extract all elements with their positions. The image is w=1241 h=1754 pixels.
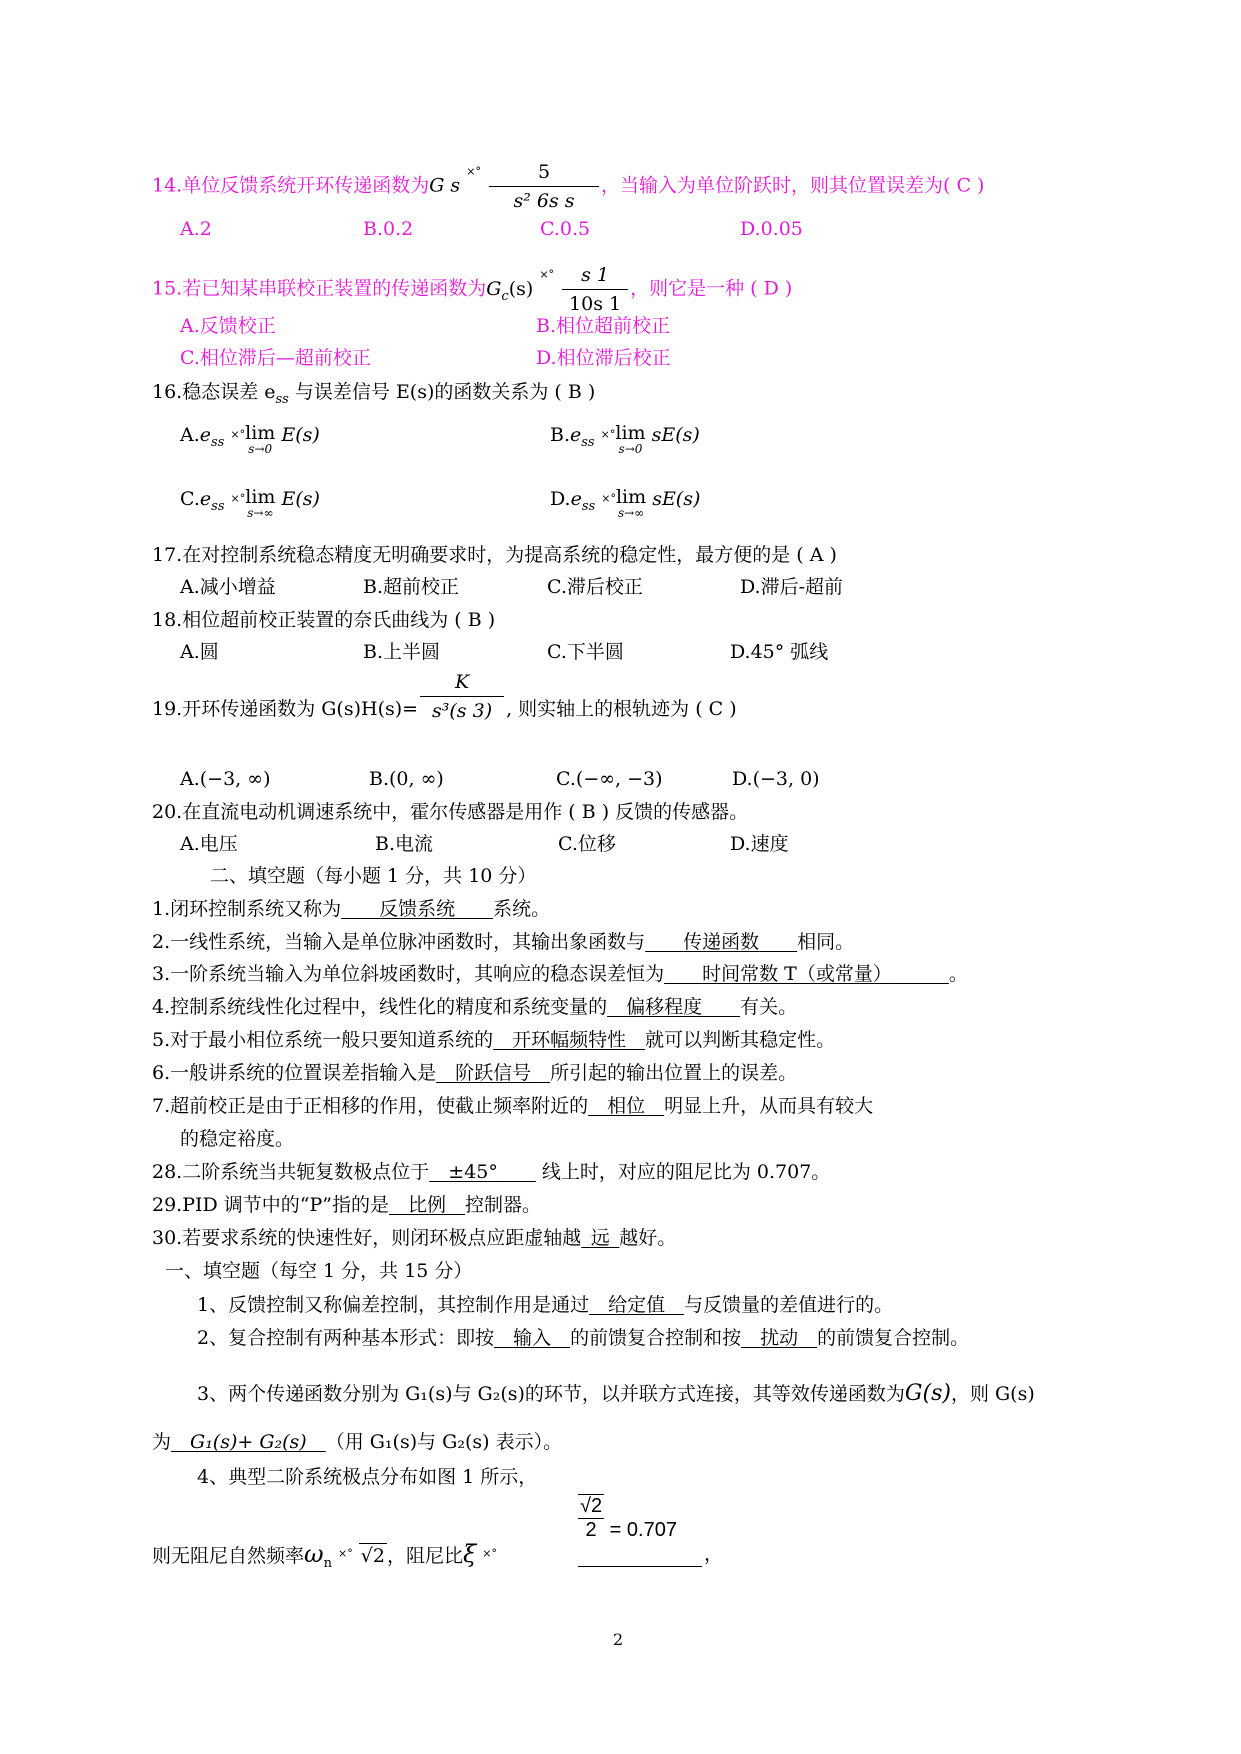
q19-opt-c: C.(−∞, −3) bbox=[556, 768, 663, 790]
q20-opt-c: C.位移 bbox=[558, 833, 616, 855]
p4-xi-value: $\frac{√2}{2}$ = 0.707 bbox=[580, 1495, 677, 1542]
q16-opt-b: $B.e_{ss}$ ×°lim s→0 sE(s) bbox=[550, 422, 700, 456]
q14-opt-d: D.0.05 bbox=[740, 218, 803, 240]
q19-fraction bbox=[420, 670, 504, 723]
p3-cont: 为 G₁(s)+ G₂(s) （用 G₁(s)与 G₂(s) 表示）。 bbox=[152, 1431, 563, 1453]
q14-opt-a: A.2 bbox=[180, 218, 212, 240]
q19-line bbox=[152, 670, 737, 723]
p4-post: ， bbox=[704, 1543, 724, 1565]
q14-after: ，当输入为单位阶跃时，则其位置误差为( C ) bbox=[601, 174, 985, 197]
fill-28: 28.二阶系统当共轭复数极点位于 ±45° 线上时，对应的阻尼比为 0.707。 bbox=[152, 1161, 831, 1183]
p4: 4、典型二阶系统极点分布如图 1 所示， bbox=[197, 1466, 538, 1488]
q15-fraction bbox=[562, 263, 628, 316]
fill-4: 4.控制系统线性化过程中，线性化的精度和系统变量的 偏移程度 有关。 bbox=[152, 996, 798, 1018]
q15-opt-c: C.相位滞后—超前校正 bbox=[180, 347, 371, 369]
q18-opt-a: A.圆 bbox=[180, 641, 219, 663]
q19-opt-b: B.(0, ∞) bbox=[369, 768, 444, 790]
page-number: 2 bbox=[613, 1630, 624, 1649]
q19-after: , 则实轴上的根轨迹为 ( C ) bbox=[506, 698, 737, 720]
q15-after: ，则它是一种 ( D ) bbox=[630, 277, 793, 300]
q19-text: 19.开环传递函数为 G(s)H(s)= bbox=[152, 698, 419, 720]
q15-arg: (s) bbox=[508, 277, 534, 300]
q14-fraction bbox=[489, 160, 599, 213]
q16-opt-a: $A.e_{ss}$ ×°lim s→0 E(s) bbox=[180, 422, 320, 456]
q17-text: 17.在对控制系统稳态精度无明确要求时，为提高系统的稳定性，最方便的是 ( A ) bbox=[152, 544, 837, 566]
q19-den: s³(s 3) bbox=[420, 696, 504, 723]
q17-opt-a: A.减小增益 bbox=[180, 576, 276, 598]
fill-1: 1.闭环控制系统又称为 反馈系统 系统。 bbox=[152, 898, 551, 920]
q19-num: K bbox=[454, 670, 470, 693]
q19-opt-a: A.(−3, ∞) bbox=[180, 768, 271, 790]
q18-opt-c: C.下半圆 bbox=[547, 641, 624, 663]
q17-opt-d: D.滞后-超前 bbox=[740, 576, 844, 598]
q20-text: 20.在直流电动机调速系统中，霍尔传感器是用作 ( B ) 反馈的传感器。 bbox=[152, 801, 749, 823]
q14-text: 14.单位反馈系统开环传递函数为 bbox=[152, 174, 430, 197]
q15-text: 15.若已知某串联校正装置的传递函数为 bbox=[152, 277, 487, 300]
q18-opt-d: D.45° 弧线 bbox=[730, 641, 829, 663]
q14-opt-b: B.0.2 bbox=[363, 218, 414, 240]
fill-3: 3.一阶系统当输入为单位斜坡函数时，其响应的稳态误差恒为 时间常数 T（或常量） 。 bbox=[152, 963, 968, 985]
fill-2: 2.一线性系统，当输入是单位脉冲函数时，其输出象函数与 传递函数 相同。 bbox=[152, 931, 855, 953]
fill-7-cont: 的稳定裕度。 bbox=[180, 1128, 295, 1150]
q16-text2: 与误差信号 E(s)的函数关系为 ( B ) bbox=[288, 381, 596, 403]
q15-opt-a: A.反馈校正 bbox=[180, 315, 276, 337]
q16-text: 16.稳态误差 e bbox=[152, 381, 276, 403]
q15-line: 15.若已知某串联校正装置的传递函数为$G_c(s)$ ×° $\frac{s 1}{10s 1}$ ，则它是一种 ( D ) bbox=[152, 264, 793, 315]
p4-cont: 则无阻尼自然频率$\omega_n$ ×° √2 ，阻尼比ξ ×° bbox=[152, 1540, 497, 1571]
q20-opt-b: B.电流 bbox=[375, 833, 434, 855]
q15-opt-b: B.相位超前校正 bbox=[536, 315, 671, 337]
p1: 1、反馈控制又称偏差控制，其控制作用是通过 给定值 与反馈量的差值进行的。 bbox=[197, 1294, 894, 1316]
fill-30: 30.若要求系统的快速性好，则闭环极点应距虚轴越 远 越好。 bbox=[152, 1227, 677, 1249]
q20-opt-a: A.电压 bbox=[180, 833, 238, 855]
q20-opt-d: D.速度 bbox=[730, 833, 789, 855]
q14-den: s² 6s s bbox=[489, 186, 599, 213]
q15-sub: c bbox=[501, 288, 509, 304]
q18-opt-b: B.上半圆 bbox=[363, 641, 441, 663]
q16-opt-c: $C.e_{ss}$ ×°lim s→∞ E(s) bbox=[180, 486, 320, 520]
q14-line: 14.单位反馈系统开环传递函数为G s ×° $\frac{5}{\text{s² 6s s}}$ ，当输入为单位阶跃时，则其位置误差为( C ) bbox=[152, 161, 985, 212]
q16-sub: ss bbox=[275, 391, 289, 407]
q14-func: G s bbox=[429, 174, 461, 197]
q15-opt-d: D.相位滞后校正 bbox=[536, 347, 671, 369]
q17-opt-c: C.滞后校正 bbox=[547, 576, 643, 598]
fill-5: 5.对于最小相位系统一般只要知道系统的 开环幅频特性 就可以判断其稳定性。 bbox=[152, 1029, 836, 1051]
q18-text: 18.相位超前校正装置的奈氏曲线为 ( B ) bbox=[152, 609, 496, 631]
section2-heading: 二、填空题（每小题 1 分，共 10 分） bbox=[210, 865, 537, 887]
q15-func: G bbox=[486, 277, 502, 300]
fill-7: 7.超前校正是由于正相移的作用，使截止频率附近的 相位 明显上升，从而具有较大 bbox=[152, 1095, 874, 1117]
section1-heading: 一、填空题（每空 1 分，共 15 分） bbox=[165, 1260, 473, 1282]
p3: 3、两个传递函数分别为 G₁(s)与 G₂(s)的环节，以并联方式连接，其等效传递函数为G(s)，则 G(s) bbox=[197, 1381, 1035, 1406]
q15-num: s 1 bbox=[581, 264, 610, 286]
q14-num: 5 bbox=[537, 161, 551, 183]
fill-6: 6.一般讲系统的位置误差指输入是 阶跃信号 所引起的输出位置上的误差。 bbox=[152, 1062, 798, 1084]
p4-xi-underline bbox=[578, 1566, 702, 1567]
q16-opt-d: $D.e_{ss}$ ×°lim s→∞ sE(s) bbox=[550, 486, 701, 520]
fill-29: 29.PID 调节中的“P”指的是 比例 控制器。 bbox=[152, 1194, 542, 1216]
q14-opt-c: C.0.5 bbox=[540, 218, 591, 240]
q19-opt-d: D.(−3, 0) bbox=[732, 768, 820, 790]
p2: 2、复合控制有两种基本形式：即按 输入 的前馈复合控制和按 扰动 的前馈复合控制。 bbox=[197, 1327, 970, 1349]
q17-opt-b: B.超前校正 bbox=[363, 576, 460, 598]
q15-den: 10s 1 bbox=[562, 289, 628, 316]
q16-line bbox=[152, 380, 595, 412]
